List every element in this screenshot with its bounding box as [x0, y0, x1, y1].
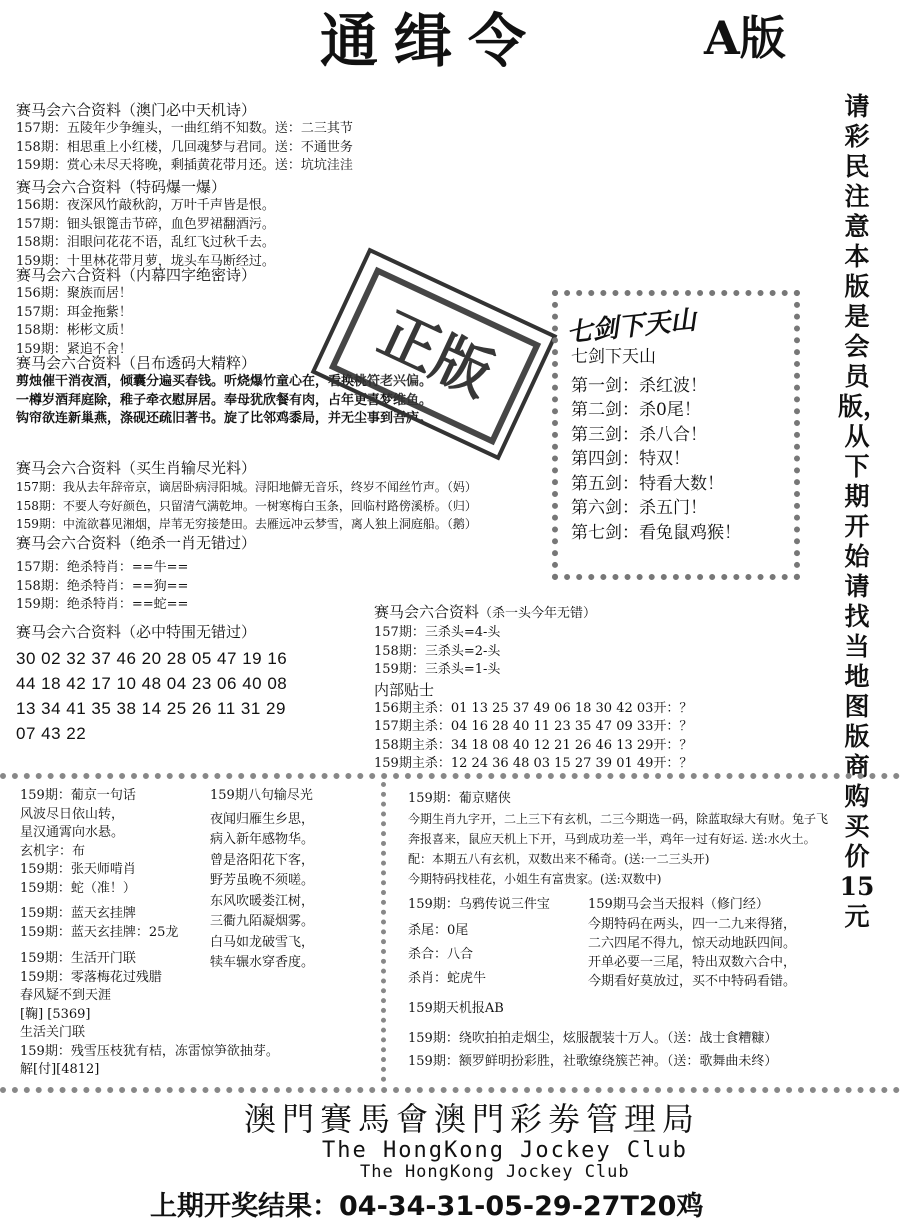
- list-item: 野芳虽晚不须嗟。: [210, 873, 315, 888]
- section-tianji-ab: [408, 1000, 777, 1073]
- footer-english: The HongKong Jockey Club: [322, 1138, 688, 1163]
- list-item: 157期：珥金拖紫！: [16, 304, 132, 320]
- list-item: 159期：三杀头=1-头: [374, 662, 501, 677]
- list-item: 第一剑：杀红波！: [571, 375, 707, 396]
- section-heading: 159期马会当天报料（修门经）: [588, 897, 769, 912]
- section-heading: 赛马会六合资料（买生肖输尽光料）: [16, 459, 257, 477]
- section-heading: 赛马会六合资料（绝杀一肖无错过）: [16, 534, 257, 552]
- section-pujing-yijuhua: [20, 787, 136, 898]
- section-pujing-duxia: [408, 790, 828, 889]
- list-item: 配：本期五八有玄机，双数出来不稀奇。(送:一二三头开): [408, 851, 710, 866]
- vertical-notice: 请彩民注意本版是会员版，从下期开始请找当地图版商购买价15元: [838, 92, 889, 931]
- list-item: 159期：张天师啃肖: [20, 862, 136, 877]
- section-four-char-poem: [16, 265, 256, 359]
- list-item: 风波尽日依山转，: [20, 806, 125, 822]
- section-wuya: [408, 896, 550, 991]
- list-item: 一樽岁酒拜庭除，稚子牵衣慰屏居。奉母犹欣餐有肉，占年更喜梦维鱼。: [16, 392, 433, 408]
- list-item: 159期：十里林花带月萝，垅头车马断经过。: [16, 253, 275, 269]
- list-item: 159期：赏心未尽天将晚，剩插黄花带月还。送：坑坑洼洼: [16, 158, 353, 173]
- list-item: 156期主杀：01 13 25 37 49 06 18 30 42 03开：？: [374, 700, 693, 716]
- section-xiumen: [588, 896, 796, 991]
- section-bi-zhong: [16, 622, 287, 746]
- list-item: 第二剑：杀0尾！: [571, 400, 701, 420]
- section-shengxiao: [16, 458, 477, 534]
- section-heading: 赛马会六合资料（特码爆一爆）: [16, 178, 227, 196]
- list-item: 159期主杀：12 24 36 48 03 15 27 39 01 49开：？: [374, 756, 693, 771]
- list-item: 158期主杀：34 18 08 40 12 21 26 46 13 29开：？: [374, 737, 693, 753]
- list-item: 玄机字：布: [20, 843, 86, 859]
- list-item: 杀肖：蛇虎牛: [408, 970, 487, 986]
- list-item: 158期：泪眼问花花不语，乱红飞过秋千去。: [16, 235, 275, 250]
- sword-subtitle: 七剑下天山: [571, 347, 656, 367]
- footer-english-small: The HongKong Jockey Club: [360, 1162, 630, 1182]
- list-item: 第三剑：杀八合！: [571, 424, 707, 445]
- list-item: 今期特码找桂花，小姐生有富贵家。(送:双数中): [408, 871, 662, 886]
- list-item: 159期：零落梅花过残腊: [20, 969, 162, 985]
- list-item: 解[付][4812]: [20, 1062, 100, 1077]
- number-row: 07 43 22: [16, 724, 87, 743]
- footer-organization: 澳門賽馬會澳門彩劵管理局: [244, 1100, 701, 1138]
- number-row: 44 18 42 17 10 48 04 23 06 40 08: [16, 674, 288, 693]
- list-item: 第七剑：看兔鼠鸡猴！: [571, 522, 741, 543]
- section-heading: 赛马会六合资料（内幕四字绝密诗）: [16, 266, 257, 284]
- section-heading: 赛马会六合资料（必中特围无错过）: [16, 623, 257, 641]
- list-item: 157期：我从去年辞帝京，谪居卧病浔阳城。浔阳地僻无音乐，终岁不闻丝竹声。（妈）: [16, 480, 477, 494]
- list-item: 白马如龙破雪飞，: [210, 934, 315, 950]
- page-title: 通缉令: [320, 7, 543, 75]
- list-item: 星汉通霄向水悬。: [20, 825, 125, 840]
- edition-label: A版: [704, 11, 786, 65]
- tips-heading: 内部贴士: [374, 680, 435, 699]
- list-item: 三衢九陌凝烟雾。: [210, 914, 315, 929]
- last-draw-result: 上期开奖结果：04-34-31-05-29-27T20鸡: [150, 1191, 704, 1222]
- section-tianji-poem: [16, 100, 353, 176]
- list-item: 156期：夜深风竹敲秋韵，万叶千声皆是恨。: [16, 198, 275, 213]
- list-item: 钩帘欲连新巢燕，涤砚还疏旧著书。旋了比邻鸡黍局，并无尘事到吾庐。: [16, 411, 433, 426]
- section-jue-sha: [16, 533, 256, 615]
- list-item: [鞠] [5369]: [20, 1006, 91, 1022]
- list-item: 病入新年感物华。: [210, 832, 315, 847]
- divider: [0, 773, 900, 779]
- list-item: 157期：绝杀特肖：==牛==: [16, 560, 189, 575]
- list-item: 157期：三杀头=4-头: [374, 625, 501, 640]
- list-item: 158期：三杀头=2-头: [374, 643, 501, 659]
- list-item: 159期：额罗鲜明扮彩胜，社歌缭绕簇芒神。（送：歌舞曲未终）: [408, 1053, 778, 1069]
- list-item: 159期：蓝天玄挂牌: [20, 906, 136, 921]
- section-heading: 159期八句输尽光: [210, 788, 313, 803]
- list-item: 157期：钿头银篦击节碎，血色罗裙翻酒污。: [16, 216, 275, 232]
- section-heading: 159期：葡京赌侠: [408, 791, 511, 806]
- list-item: 159期：绝杀特肖：==蛇==: [16, 597, 189, 612]
- list-item: 生活关门联: [20, 1025, 86, 1040]
- section-heading: 赛马会六合资料: [374, 603, 480, 621]
- list-item: 157期主杀：04 16 28 40 11 23 35 47 09 33开：？: [374, 719, 693, 734]
- list-item: 159期：紧追不舍！: [16, 341, 132, 357]
- list-item: 158期：绝杀特肖：==狗==: [16, 578, 189, 594]
- list-item: 第五剑：特看大数！: [571, 473, 724, 494]
- section-heading: 159期天机报AB: [408, 1001, 504, 1016]
- list-item: 159期：蓝天玄挂牌：25龙: [20, 924, 179, 940]
- list-item: 杀尾：0尾: [408, 922, 469, 938]
- sword-list: [571, 345, 741, 545]
- list-item: 犊车辗水穿香度。: [210, 955, 315, 970]
- list-item: 158期：相思重上小红楼，几回魂梦与君同。送：不通世务: [16, 139, 353, 155]
- section-lantian: [20, 905, 178, 942]
- list-item: 奔报喜来，鼠应天机上下开，马到成功差一半，鸡年一过有好运. 送:水火土。: [408, 831, 816, 846]
- section-sha-tou: [374, 602, 692, 774]
- list-item: 159期：残雪压枝犹有桔，冻雷惊笋欲抽芽。: [20, 1043, 279, 1059]
- number-row: 30 02 32 37 46 20 28 05 47 19 16: [16, 649, 288, 668]
- divider: [0, 1087, 900, 1093]
- section-heading: 赛马会六合资料（澳门必中天机诗）: [16, 101, 257, 119]
- section-heading: 159期：葡京一句话: [20, 788, 136, 803]
- list-item: 156期：聚族而居！: [16, 286, 132, 301]
- list-item: 159期：蛇（准！）: [20, 880, 136, 896]
- list-item: 夜闻归雁生乡思，: [210, 811, 315, 827]
- list-item: 开单必要一三尾，特出双数六合中，: [588, 954, 797, 970]
- list-item: 杀合：八合: [408, 946, 474, 962]
- number-row: 13 34 41 35 38 14 25 26 11 31 29: [16, 699, 286, 718]
- section-heading: 赛马会六合资料（吕布透码大精粹）: [16, 354, 257, 372]
- section-eight-lines: [210, 787, 314, 974]
- list-item: 今期生肖九字开，二上三下有玄机，二三今期选一码，除蓝取绿大有财。兔子飞: [408, 811, 829, 826]
- list-item: 曾是洛阳花下客，: [210, 852, 315, 868]
- list-item: 东风吹暖娄江树，: [210, 893, 315, 909]
- list-item: 159期：生活开门联: [20, 951, 136, 966]
- list-item: 158期：彬彬文质！: [16, 323, 132, 338]
- section-heading-sub: （杀一头今年无错）: [479, 606, 597, 621]
- list-item: 159期：绕吹拍拍走烟尘，炫服靓装十万人。（送：战士食糟糠）: [408, 1030, 778, 1046]
- authentic-stamp: 正版: [329, 267, 541, 445]
- list-item: 第四剑：特双！: [571, 449, 690, 469]
- list-item: 二六四尾不得九，惊天动地跃四间。: [588, 935, 797, 951]
- list-item: 159期：中流欲暮见湘烟，岸苇无穷接楚田。去雁远冲云梦雪，离人独上洞庭船。（鹅）: [16, 517, 477, 531]
- list-item: 今期看好莫放过，买不中特码看错。: [588, 973, 797, 989]
- section-heading: 159期：乌鸦传说三件宝: [408, 897, 550, 912]
- list-item: 今期特码在两头，四一二九来得猪，: [588, 916, 797, 932]
- divider-vertical: [381, 782, 386, 1082]
- list-item: 第六剑：杀五门！: [571, 498, 707, 518]
- list-item: 157期：五陵年少争缠头，一曲红绡不知数。送：二三其节: [16, 121, 353, 136]
- section-tema-bao: [16, 177, 275, 271]
- list-item: 158期：不要人夸好颜色，只留清气满乾坤。一树寒梅白玉条，回临村路傍溪桥。（归）: [16, 498, 477, 513]
- list-item: 剪烛催干消夜酒，倾囊分遍买春钱。听烧爆竹童心在，看换桃符老兴偏。: [16, 374, 433, 389]
- list-item: 春风疑不到天涯: [20, 988, 112, 1003]
- sword-box-title: 七剑下天山: [565, 305, 698, 349]
